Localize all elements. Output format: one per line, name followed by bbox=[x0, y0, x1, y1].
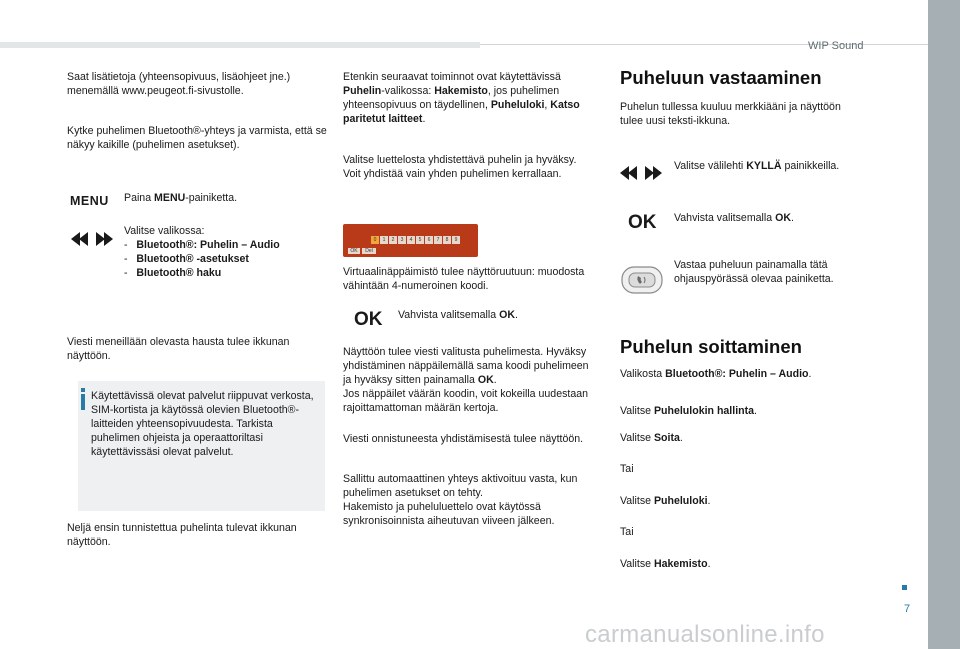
confirm-ok-text: Vahvista valitsemalla OK. bbox=[674, 212, 794, 224]
keypad-row bbox=[371, 236, 460, 244]
screen-key: 5 bbox=[416, 236, 424, 244]
screen-key: 6 bbox=[425, 236, 433, 244]
pairing-text: Näyttöön tulee viesti valitusta puhelimesta. Hyväksy yhdistäminen näppäilemällä sama koodi puhelimeen ja hyväksy sitten painamalla OK. Jos näppäilet väärän koodin, voit kokeilla uudestaan rajoittamattoman määrän kertoja. bbox=[343, 346, 589, 414]
screen-key: 2 bbox=[389, 236, 397, 244]
or-text: Tai bbox=[620, 463, 634, 475]
screen-key: 7 bbox=[434, 236, 442, 244]
menu-option: - Bluetooth® -asetukset bbox=[124, 253, 249, 265]
section-label: WIP Sound bbox=[808, 40, 864, 52]
menu-option: - Bluetooth® haku bbox=[124, 267, 222, 279]
ok-button-icon: OK bbox=[628, 212, 657, 233]
page-marker bbox=[902, 585, 907, 590]
screen-ok-key: OK bbox=[348, 248, 360, 254]
select-menu-text: Valitse valikossa: bbox=[124, 225, 205, 237]
select-tab-text: Valitse välilehti KYLLÄ painikkeilla. bbox=[674, 160, 840, 172]
intro-text: Saat lisätietoja (yhteensopivuus, lisäohjeet jne.) menemällä www.peugeot.fi-sivustolle. bbox=[67, 71, 291, 97]
screen-key: 3 bbox=[398, 236, 406, 244]
answer-text: Puhelun tullessa kuuluu merkkiääni ja näyttöön tulee uusi teksti-ikkuna. bbox=[620, 101, 841, 127]
call-step: Valitse Puheluloki. bbox=[620, 495, 711, 507]
call-step: Valikosta Bluetooth®: Puhelin – Audio. bbox=[620, 368, 812, 380]
or-text: Tai bbox=[620, 526, 634, 538]
screen-del-key: Del bbox=[362, 248, 376, 254]
screen-key: 1 bbox=[380, 236, 388, 244]
searching-text: Viesti meneillään olevasta hausta tulee ikkunan näyttöön. bbox=[67, 336, 290, 362]
success-text: Viesti onnistuneesta yhdistämisestä tulee näyttöön. bbox=[343, 433, 584, 445]
heading-answer-call: Puheluun vastaaminen bbox=[620, 67, 822, 88]
select-phone-text: Valitse luettelosta yhdistettävä puhelin ja hyväksy. Voit yhdistää vain yhden puhelimen kerrallaan. bbox=[343, 154, 577, 180]
wheel-answer-text: Vastaa puheluun painamalla tätä ohjauspyörässä olevaa painiketta. bbox=[674, 259, 834, 285]
screen-key: 8 bbox=[443, 236, 451, 244]
call-step: Valitse Puhelulokin hallinta. bbox=[620, 405, 757, 417]
press-menu-text: Paina MENU-painiketta. bbox=[124, 192, 238, 204]
call-step: Valitse Hakemisto. bbox=[620, 558, 711, 570]
left-right-arrows-icon bbox=[620, 166, 662, 180]
ok-button-icon: OK bbox=[354, 309, 383, 330]
menu-option: - Bluetooth®: Puhelin – Audio bbox=[124, 239, 280, 251]
features-text: Etenkin seuraavat toiminnot ovat käytettävissä Puhelin-valikossa: Hakemisto, jos puhelimen yhteensopivuus on täydellinen, Puheluloki, Katso paritetut laitteet. bbox=[343, 71, 580, 125]
watermark: carmanualsonline.info bbox=[585, 621, 825, 648]
page-number: 7 bbox=[904, 603, 911, 615]
first-four-text: Neljä ensin tunnistettua puhelinta tulevat ikkunan näyttöön. bbox=[67, 522, 297, 548]
auto-connect-text: Sallittu automaattinen yhteys aktivoituu vasta, kun puhelimen asetukset on tehty. Hakemisto ja puheluluettelo ovat käytössä synkronisoinnista aiheutuvan viiveen jälkeen. bbox=[343, 473, 578, 527]
keyboard-text: Virtuaalinäppäimistö tulee näyttöruutuun: muodosta vähintään 4-numeroinen koodi. bbox=[343, 266, 585, 292]
call-step: Valitse Soita. bbox=[620, 432, 683, 444]
info-icon bbox=[80, 388, 86, 410]
steering-wheel-button-icon bbox=[620, 265, 664, 300]
page-side-tab bbox=[928, 0, 960, 649]
virtual-keyboard-screen bbox=[343, 224, 478, 257]
heading-make-call: Puhelun soittaminen bbox=[620, 336, 802, 357]
connect-text: Kytke puhelimen Bluetooth®-yhteys ja varmista, että se näkyy kaikille (puhelimen asetukset). bbox=[67, 125, 327, 151]
screen-key: 0 bbox=[371, 236, 379, 244]
menu-button-icon: MENU bbox=[70, 194, 109, 208]
screen-key: 4 bbox=[407, 236, 415, 244]
info-text: Käytettävissä olevat palvelut riippuvat verkosta, SIM-kortista ja käytössä olevien Bluetooth®-laitteiden yhteensopivuudesta. Tarkista puhelimen ohjeista ja operaattoriltasi käytettävissäsi olevat palvelut. bbox=[91, 390, 314, 458]
left-right-arrows-icon bbox=[71, 232, 113, 246]
screen-key: 9 bbox=[452, 236, 460, 244]
confirm-ok-text: Vahvista valitsemalla OK. bbox=[398, 309, 518, 321]
header-bar bbox=[0, 42, 480, 48]
